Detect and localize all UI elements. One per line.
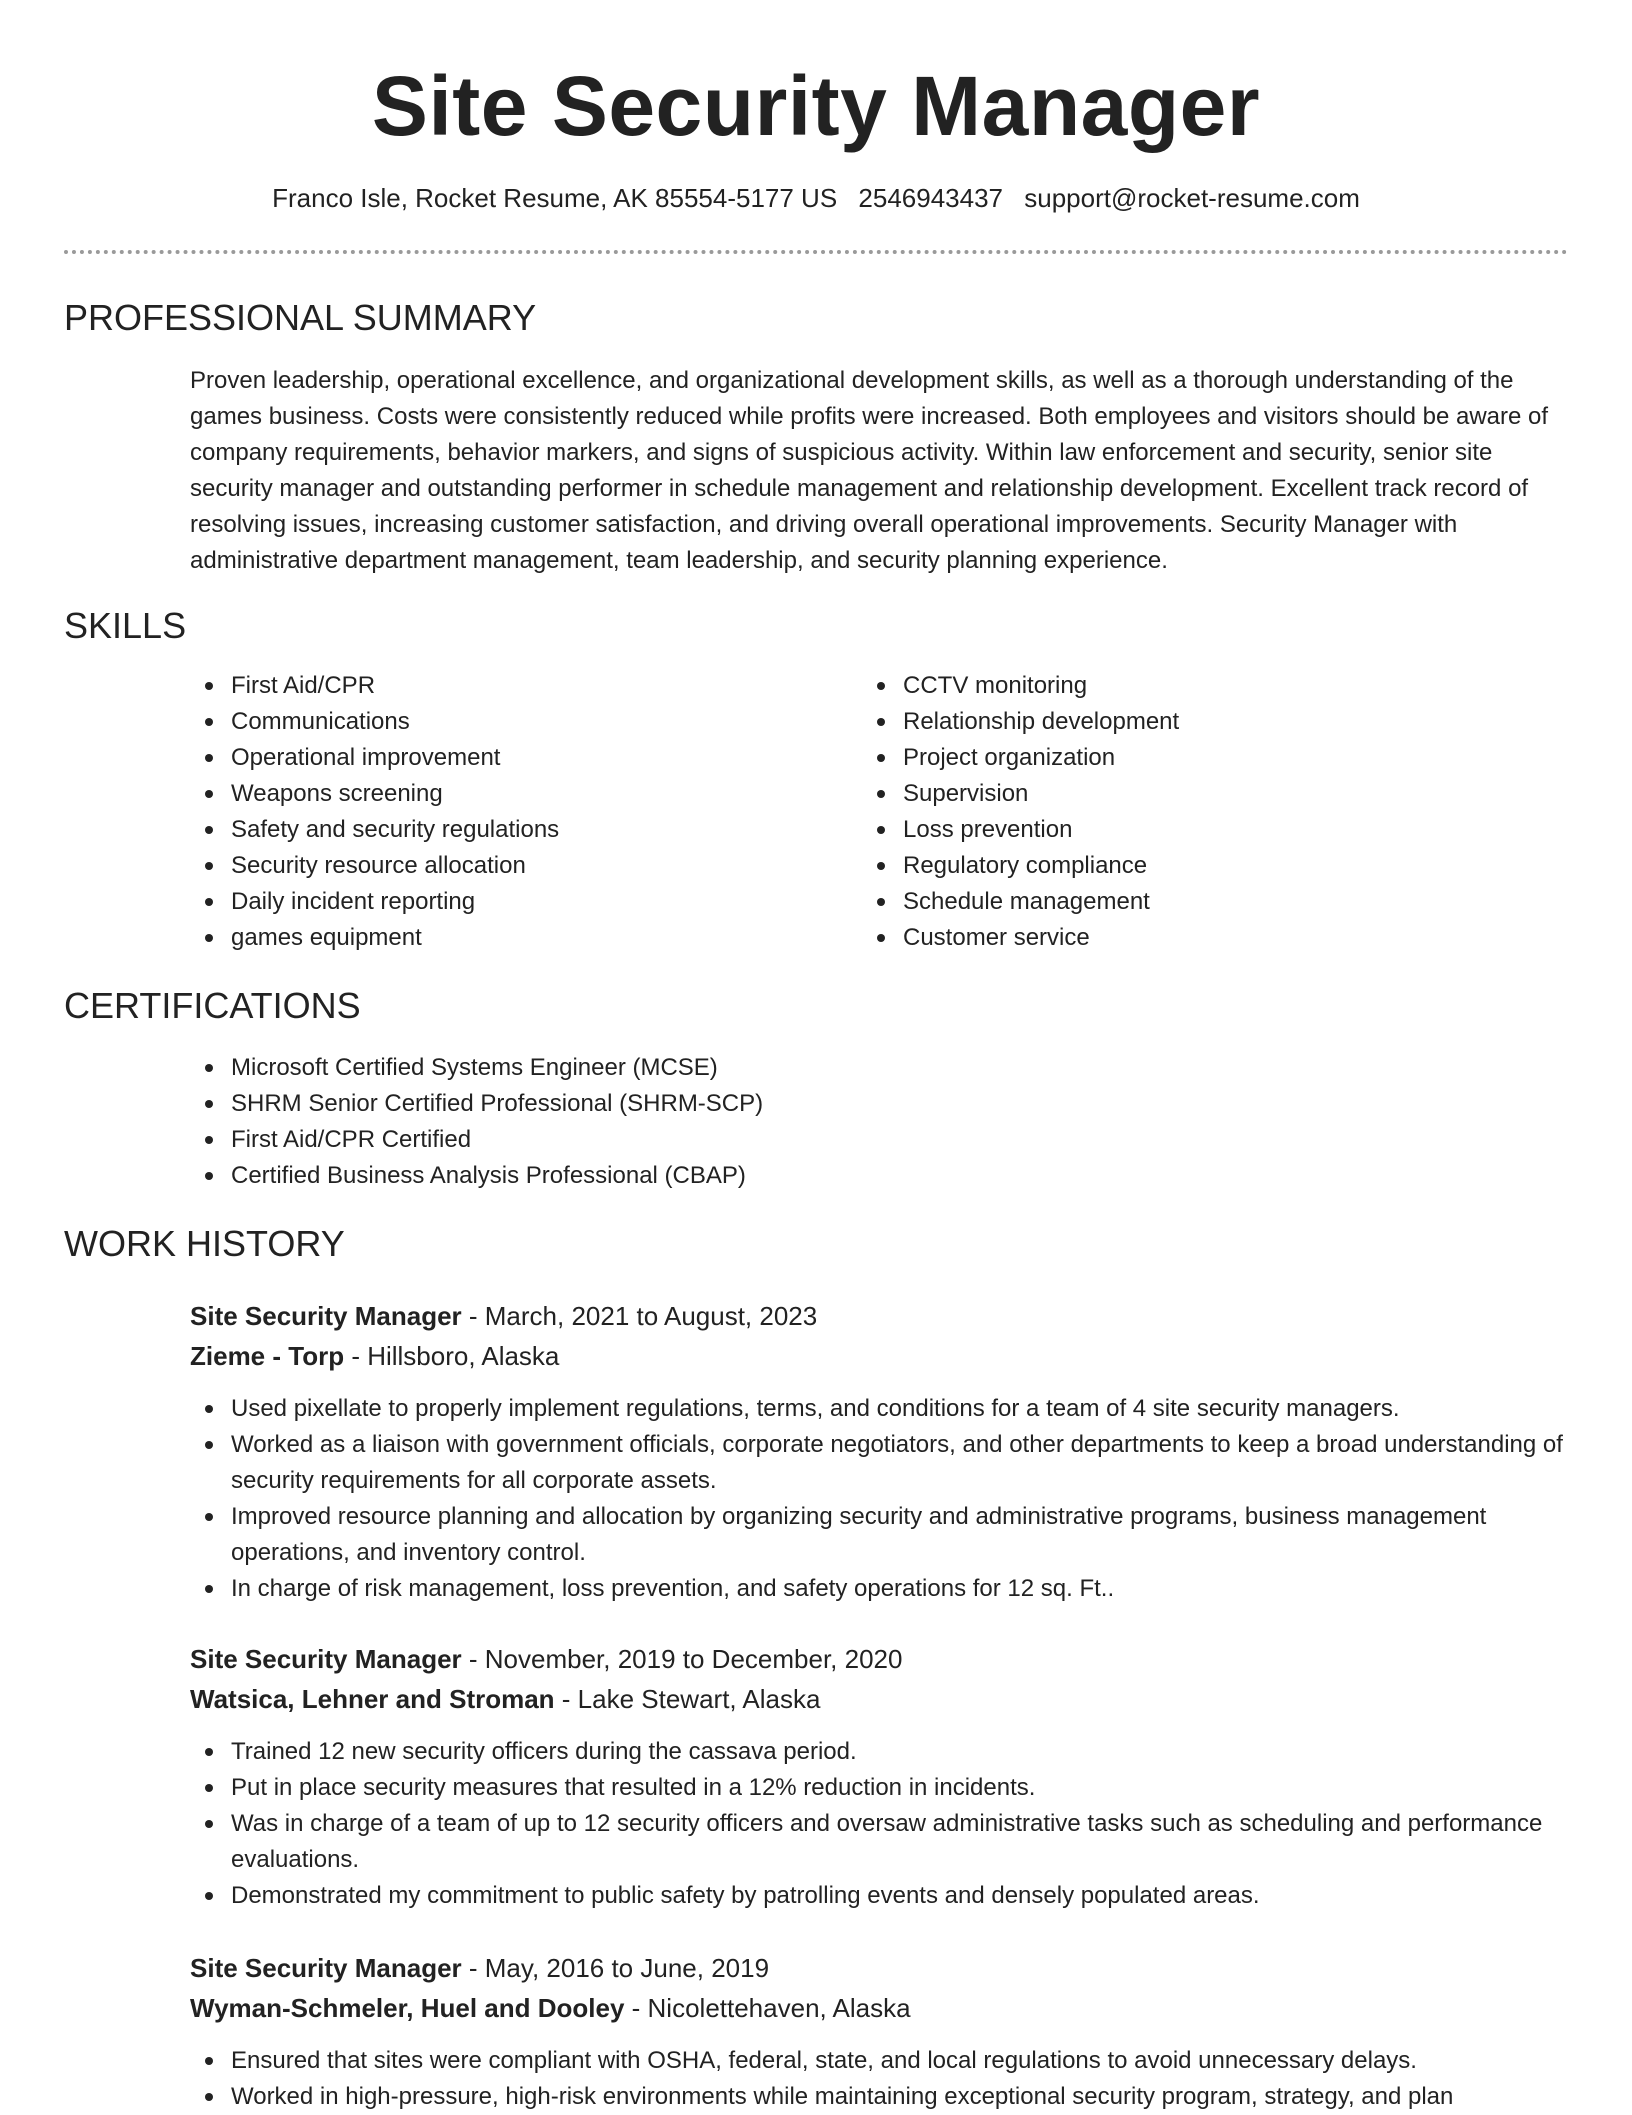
job-location: - Lake Stewart, Alaska: [554, 1684, 821, 1714]
skill-item: Security resource allocation: [231, 848, 851, 884]
skill-item: Supervision: [903, 776, 1523, 812]
job-bullet: Trained 12 new security officers during the cassava period.: [231, 1734, 1611, 1770]
header-divider: [64, 250, 1568, 254]
contact-phone: 2546943437: [858, 183, 1004, 213]
resume-title: Site Security Manager: [371, 59, 1261, 153]
job-bullet: Worked in high-pressure, high-risk environments while maintaining exceptional security program, strategy, and plan: [231, 2079, 1611, 2115]
certification-item: Microsoft Certified Systems Engineer (MCSE): [231, 1050, 1611, 1086]
job-bullets: [187, 1734, 1611, 1914]
skill-item: First Aid/CPR: [231, 668, 851, 704]
job-dates: - March, 2021 to August, 2023: [461, 1301, 818, 1331]
summary-text: Proven leadership, operational excellence, and organizational development skills, as well as a thorough understanding of the games business. Costs were consistently reduced while profits were increased. Both employees and visitors should be aware of company requirements, behavior markers, and signs of suspicious activity. Within law enforcement and security, senior site security manager and outstanding performer in schedule management and relationship development. Excellent track record of resolving issues, increasing customer satisfaction, and driving overall operational improvements. Security Manager with administrative department management, team leadership, and security planning experience.: [190, 367, 1549, 574]
skill-item: Safety and security regulations: [231, 812, 851, 848]
job-bullet: Improved resource planning and allocation by organizing security and administrative programs, business management operations, and inventory control.: [231, 1499, 1611, 1571]
job-company-line: [190, 1679, 820, 1719]
skill-item: Loss prevention: [903, 812, 1523, 848]
certification-item: SHRM Senior Certified Professional (SHRM-SCP): [231, 1086, 1611, 1122]
job-bullet: In charge of risk management, loss prevention, and safety operations for 12 sq. Ft..: [231, 1571, 1611, 1607]
skill-item: Daily incident reporting: [231, 884, 851, 920]
skill-item: games equipment: [231, 920, 851, 956]
skill-item: Relationship development: [903, 704, 1523, 740]
skill-item: Communications: [231, 704, 851, 740]
job-location: - Hillsboro, Alaska: [344, 1341, 560, 1371]
job-dates: - November, 2019 to December, 2020: [461, 1644, 903, 1674]
job-bullet: Ensured that sites were compliant with OSHA, federal, state, and local regulations to avoid unnecessary delays.: [231, 2043, 1611, 2079]
skill-item: Schedule management: [903, 884, 1523, 920]
job-bullet: Worked as a liaison with government officials, corporate negotiators, and other departments to keep a broad understanding of security requirements for all corporate assets.: [231, 1427, 1611, 1499]
certification-item: First Aid/CPR Certified: [231, 1122, 1611, 1158]
skill-item: CCTV monitoring: [903, 668, 1523, 704]
job-location: - Nicolettehaven, Alaska: [624, 1993, 911, 2023]
job-title-line: [190, 1948, 769, 1988]
job-title: Site Security Manager: [190, 1953, 462, 1983]
skill-item: Customer service: [903, 920, 1523, 956]
skill-item: Regulatory compliance: [903, 848, 1523, 884]
job-company: Watsica, Lehner and Stroman: [190, 1684, 555, 1714]
job-title: Site Security Manager: [190, 1644, 462, 1674]
certifications-heading: CERTIFICATIONS: [64, 985, 361, 1026]
job-bullet: Put in place security measures that resulted in a 12% reduction in incidents.: [231, 1770, 1611, 1806]
contact-address: Franco Isle, Rocket Resume, AK 85554-5177 US: [272, 183, 838, 213]
job-bullets: [187, 1391, 1611, 1607]
contact-line: [0, 180, 1632, 216]
skills-list-right: [859, 668, 1523, 956]
job-title-line: [190, 1296, 817, 1336]
job-dates: - May, 2016 to June, 2019: [461, 1953, 770, 1983]
job-bullet: Was in charge of a team of up to 12 security officers and oversaw administrative tasks such as scheduling and performance evaluations.: [231, 1806, 1611, 1878]
certification-item: Certified Business Analysis Professional (CBAP): [231, 1158, 1611, 1194]
skills-list-left: [187, 668, 851, 956]
job-title: Site Security Manager: [190, 1301, 462, 1331]
skill-item: Operational improvement: [231, 740, 851, 776]
job-bullet: Used pixellate to properly implement regulations, terms, and conditions for a team of 4 site security managers.: [231, 1391, 1611, 1427]
contact-email: support@rocket-resume.com: [1024, 183, 1360, 213]
job-company: Wyman-Schmeler, Huel and Dooley: [190, 1993, 625, 2023]
skill-item: Weapons screening: [231, 776, 851, 812]
job-company: Zieme - Torp: [190, 1341, 345, 1371]
certifications-list: [187, 1050, 1611, 1194]
work-history-heading: WORK HISTORY: [64, 1223, 345, 1264]
summary-heading: PROFESSIONAL SUMMARY: [64, 297, 537, 338]
job-title-line: [190, 1639, 902, 1679]
skills-heading: SKILLS: [64, 605, 187, 646]
job-bullet: Demonstrated my commitment to public safety by patrolling events and densely populated areas.: [231, 1878, 1611, 1914]
job-company-line: [190, 1988, 911, 2028]
skill-item: Project organization: [903, 740, 1523, 776]
job-company-line: [190, 1336, 559, 1376]
job-bullets: [187, 2043, 1611, 2115]
